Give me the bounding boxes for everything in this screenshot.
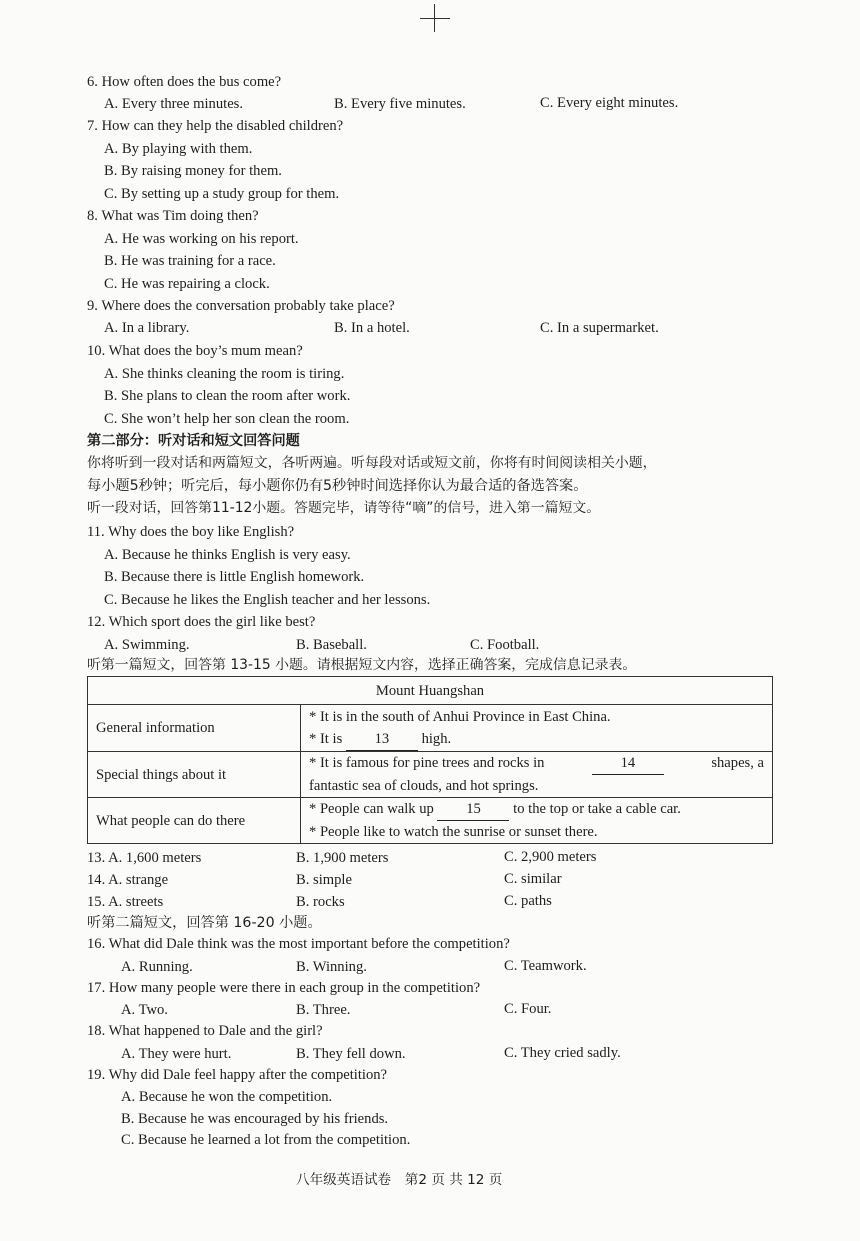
- q19-option-a: A. Because he won the competition.: [121, 1089, 333, 1105]
- q7-option-b: B. By raising money for them.: [104, 163, 282, 179]
- row-activities-label: What people can do there: [88, 798, 301, 844]
- q6-option-c: C. Every eight minutes.: [540, 95, 679, 111]
- q13-option-a: 13. A. 1,600 meters: [87, 850, 202, 866]
- special-line-1-post: shapes, a: [711, 755, 764, 771]
- q8-option-a: A. He was working on his report.: [104, 231, 299, 247]
- q12-option-c: C. Football.: [470, 637, 540, 653]
- q9-option-a: A. In a library.: [104, 320, 190, 336]
- part2-heading: 第二部分：听对话和短文回答问题: [87, 433, 300, 449]
- passage1-instruction: 听第一篇短文，回答第 13-15 小题。请根据短文内容，选择正确答案，完成信息记录表。: [87, 657, 637, 673]
- row-general-label: General information: [88, 705, 301, 752]
- q8-option-b: B. He was training for a race.: [104, 253, 276, 269]
- q15-option-a: 15. A. streets: [87, 894, 164, 910]
- blank-13: 13: [346, 728, 418, 751]
- q12-option-b: B. Baseball.: [296, 637, 367, 653]
- general-line-1: * It is in the south of Anhui Province in East China.: [309, 708, 611, 725]
- q19-option-b: B. Because he was encouraged by his friends.: [121, 1111, 389, 1127]
- question-18: 18. What happened to Dale and the girl?: [87, 1023, 323, 1039]
- question-12: 12. Which sport does the girl like best?: [87, 614, 316, 630]
- row-general-content: [301, 705, 773, 752]
- activities-line-1-post: to the top or take a cable car.: [513, 801, 681, 817]
- question-9: 9. Where does the conversation probably take place?: [87, 298, 395, 314]
- q11-option-c: C. Because he likes the English teacher and her lessons.: [104, 592, 431, 608]
- special-line-1: [309, 752, 764, 775]
- q18-option-b: B. They fell down.: [296, 1046, 406, 1062]
- q18-option-a: A. They were hurt.: [121, 1046, 232, 1062]
- q13-option-c: C. 2,900 meters: [504, 849, 597, 865]
- q13-option-b: B. 1,900 meters: [296, 850, 389, 866]
- part2-instruction-3: 听一段对话，回答第11-12小题。答题完毕，请等待“嘀”的信号，进入第一篇短文。: [87, 500, 601, 516]
- part2-instruction-1: 你将听到一段对话和两篇短文，各听两遍。听每段对话或短文前，你将有时间阅读相关小题，: [87, 455, 657, 471]
- q9-option-b: B. In a hotel.: [334, 320, 410, 336]
- q6-option-a: A. Every three minutes.: [104, 96, 244, 112]
- q17-option-b: B. Three.: [296, 1002, 351, 1018]
- question-8: 8. What was Tim doing then?: [87, 208, 259, 224]
- q6-option-b: B. Every five minutes.: [334, 96, 466, 112]
- q16-option-c: C. Teamwork.: [504, 958, 587, 974]
- row-special-label: Special things about it: [88, 752, 301, 798]
- q7-option-c: C. By setting up a study group for them.: [104, 186, 340, 202]
- activities-line-1-pre: * People can walk up: [309, 801, 434, 817]
- q15-option-c: C. paths: [504, 893, 552, 909]
- blank-15: 15: [437, 798, 509, 821]
- q14-option-b: B. simple: [296, 872, 352, 888]
- question-17: 17. How many people were there in each group in the competition?: [87, 980, 481, 996]
- q7-option-a: A. By playing with them.: [104, 141, 253, 157]
- q11-option-a: A. Because he thinks English is very easy.: [104, 547, 351, 563]
- question-7: 7. How can they help the disabled children?: [87, 118, 344, 134]
- part2-instruction-2: 每小题5秒钟；听完后，每小题你仍有5秒钟时间选择你认为最合适的备选答案。: [87, 478, 588, 494]
- q10-option-a: A. She thinks cleaning the room is tiring.: [104, 366, 345, 382]
- question-16: 16. What did Dale think was the most important before the competition?: [87, 936, 510, 952]
- row-special-content: [301, 752, 773, 798]
- activities-line-2: * People like to watch the sunrise or sunset there.: [309, 824, 598, 840]
- q10-option-b: B. She plans to clean the room after work.: [104, 388, 351, 404]
- general-line-2-pre: * It is: [309, 730, 343, 747]
- q9-option-c: C. In a supermarket.: [540, 320, 659, 336]
- q17-option-c: C. Four.: [504, 1001, 552, 1017]
- row-activities-content: [301, 798, 773, 844]
- q11-option-b: B. Because there is little English homework.: [104, 569, 365, 585]
- question-19: 19. Why did Dale feel happy after the competition?: [87, 1067, 388, 1083]
- special-line-2: fantastic sea of clouds, and hot springs.: [309, 778, 539, 794]
- q12-option-a: A. Swimming.: [104, 637, 190, 653]
- q17-option-a: A. Two.: [121, 1002, 168, 1018]
- general-line-2-post: high.: [421, 730, 452, 747]
- q15-option-b: B. rocks: [296, 894, 345, 910]
- question-11: 11. Why does the boy like English?: [87, 524, 295, 540]
- passage2-instruction: 听第二篇短文，回答第 16-20 小题。: [87, 915, 322, 931]
- q19-option-c: C. Because he learned a lot from the competition.: [121, 1132, 411, 1148]
- activities-line-1: [309, 798, 764, 821]
- q14-option-a: 14. A. strange: [87, 872, 169, 888]
- q14-option-c: C. similar: [504, 871, 562, 887]
- registration-cross-mark: [420, 4, 450, 32]
- question-6: 6. How often does the bus come?: [87, 74, 282, 90]
- page-footer: 八年级英语试卷 第2 页 共 12 页: [296, 1172, 503, 1188]
- q8-option-c: C. He was repairing a clock.: [104, 276, 270, 292]
- general-line-2: [309, 728, 764, 751]
- question-10: 10. What does the boy’s mum mean?: [87, 343, 303, 359]
- table-title: Mount Huangshan: [88, 677, 773, 705]
- blank-14: 14: [592, 752, 664, 775]
- q10-option-c: C. She won’t help her son clean the room.: [104, 411, 350, 427]
- q16-option-b: B. Winning.: [296, 959, 367, 975]
- info-record-table: [87, 676, 773, 844]
- special-line-1-pre: * It is famous for pine trees and rocks in: [309, 755, 545, 771]
- q18-option-c: C. They cried sadly.: [504, 1045, 621, 1061]
- q16-option-a: A. Running.: [121, 959, 193, 975]
